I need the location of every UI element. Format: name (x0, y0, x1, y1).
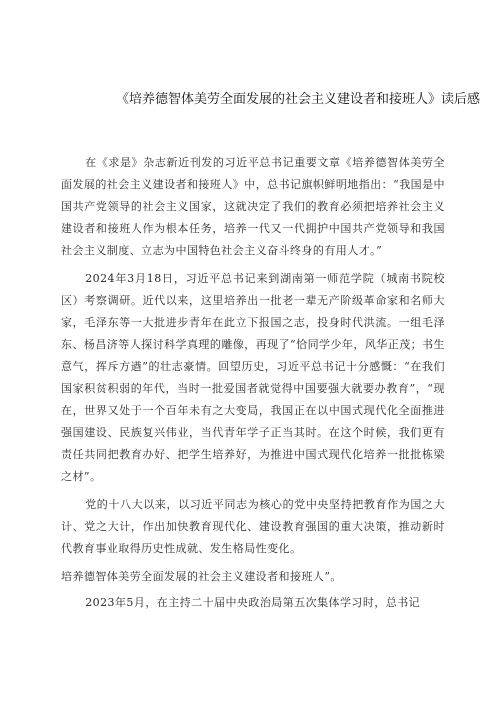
paragraph-4: 培养德智体美劳全面发展的社会主义建设者和接班人”。 (61, 570, 342, 583)
document-title: 《培养德智体美劳全面发展的社会主义建设者和接班人》读后感 (115, 92, 480, 107)
paragraph-2: 2024年3月18日，习近平总书记来到湖南第一师范学院（城南书院校区）考察调研。近代以来，这里培养出一批老一辈无产阶级革命家和名师大家，毛泽东等一大批进步青年在此立下报国之志，投身时代洪流。一组毛泽东、杨昌济等人探讨科学真理的雕像，再现了“恰同学少年，风华正茂；书生意气，挥斥方遒”的壮志豪情。回望历史，习近平总书记十分感慨：“在我们国家积贫积弱的年代，当时一批爱国者就觉得中国要强大就要办教育”，“现在，世界又处于一个百年未有之大变局，我国正在以中国式现代化全面推进强国建设、民族复兴伟业，当代青年学子正当其时。在这个时候，我们更有责任共同把教育办好、把学生培养好，为推进中国式现代化培养一批批栋梁之材”。 (61, 272, 445, 483)
document-body (61, 152, 445, 620)
paragraph-3: 党的十八大以来，以习近平同志为核心的党中央坚持把教育作为国之大计、党之大计，作出加快教育现代化、建设教育强国的重大决策，推动新时代教育事业取得历史性成就、发生格局性变化。 (61, 498, 445, 555)
paragraph-1: 在《求是》杂志新近刊发的习近平总书记重要文章《培养德智体美劳全面发展的社会主义建设者和接班人》中，总书记旗帜鲜明地指出：“我国是中国共产党领导的社会主义国家，这就决定了我们的教育必须把培养社会主义建设者和接班人作为根本任务，培养一代又一代拥护中国共产党领导和我国社会主义制度、立志为中国特色社会主义奋斗终身的有用人才。” (61, 156, 445, 257)
paragraph-5: 2023年5月，在主持二十届中央政治局第五次集体学习时，总书记 (85, 596, 421, 609)
